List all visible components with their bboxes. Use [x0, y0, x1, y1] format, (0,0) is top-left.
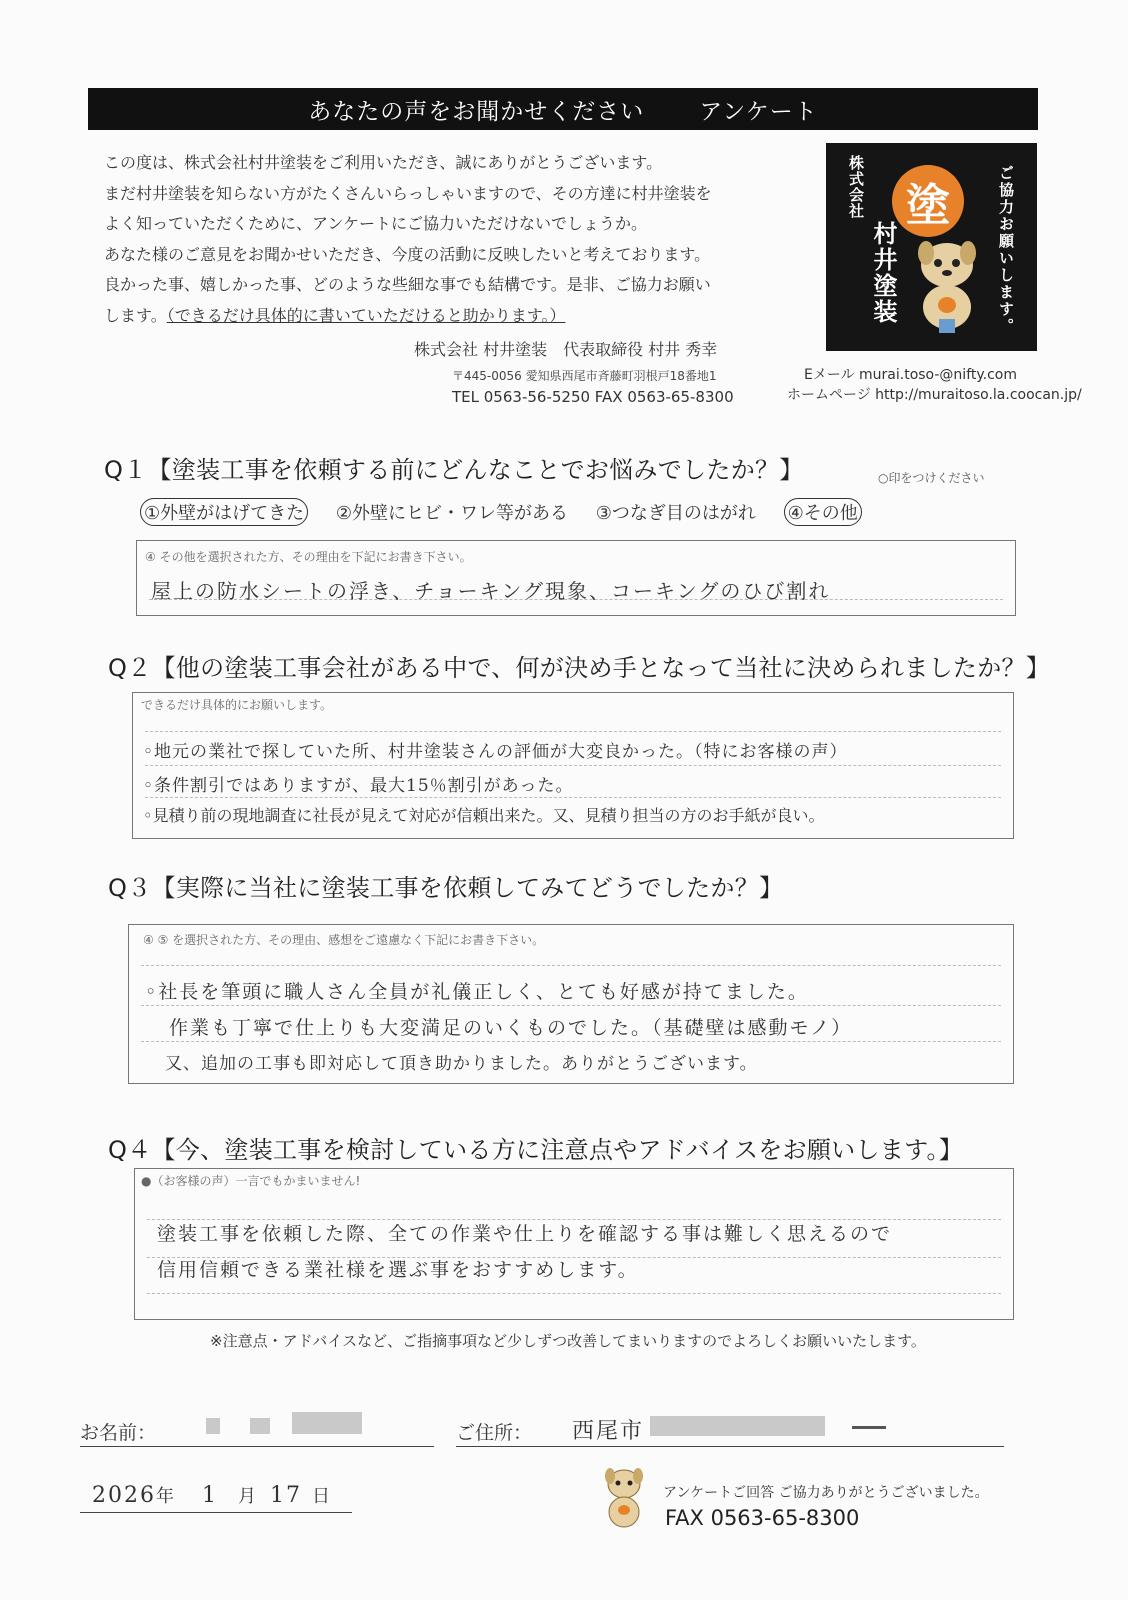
address-label: ご住所： [456, 1422, 533, 1444]
q4-answer-line: 信用信頼できる業社様を選ぶ事をおすすめします。 [157, 1259, 639, 1281]
q4-box-note: ●（お客様の声）一言でもかまいません! [141, 1174, 361, 1188]
q3-answer-box [128, 924, 1014, 1084]
logo-company-small: 株式会社 [847, 155, 865, 219]
q3-box-note: ④ ⑤ を選択された方、その理由、感想をご遠慮なく下記にお書き下さい。 [143, 933, 545, 947]
footnote: ※注意点・アドバイスなど、ご指摘事項など少しずつ改善してまいりますのでよろしくお願いいたします。 [210, 1332, 926, 1350]
q1-option-4[interactable]: ④その他 [784, 498, 862, 526]
ruled-line [145, 765, 1001, 766]
address-underline [456, 1446, 1004, 1447]
ruled-line [141, 965, 1001, 966]
date-year: 2026 [92, 1483, 156, 1508]
address-handwritten: 西尾市 [572, 1419, 645, 1444]
day-unit: 日 [312, 1486, 330, 1507]
q2-title: Q２【他の塗装工事会社がある中で、何が決め手となって当社に決められましたか？】 [108, 654, 1051, 682]
q1-option-1[interactable]: ①外壁がはげてきた [140, 498, 308, 526]
q1-title: Q１【塗装工事を依頼する前にどんなことでお悩みでしたか？】 [104, 456, 804, 484]
intro-text [104, 148, 804, 331]
closing-thanks: アンケートご回答 ご協力ありがとうございました。 [663, 1485, 989, 1501]
intro-line: まだ村井塗装を知らない方がたくさんいらっしゃいますので、その方達に村井塗装を [104, 183, 712, 203]
intro-line: よく知っていただくために、アンケートにご協力いただけないでしょうか。 [104, 214, 648, 233]
q2-answer-line: ◦見積り前の現地調査に社長が見えて対応が信頼出来た。又、見積り担当の方のお手紙が良い。 [143, 806, 825, 825]
q1-options [140, 498, 884, 526]
date-field [92, 1482, 330, 1508]
month-unit: 月 [238, 1486, 256, 1507]
ruled-line [145, 731, 1001, 732]
company-email: Eメール murai.toso-@nifty.com [804, 367, 1018, 383]
closing-fax: FAX 0563-65-8300 [665, 1506, 860, 1530]
q1-note: ○印をつけください [878, 471, 985, 485]
date-day: 17 [270, 1483, 302, 1508]
page-title: あなたの声をお聞かせください [308, 98, 645, 125]
year-unit: 年 [156, 1486, 174, 1507]
mascot-icon [912, 235, 982, 335]
signer: 株式会社 村井塗装 代表取締役 村井 秀幸 [414, 340, 718, 359]
redacted-address [650, 1416, 825, 1436]
q1-answer-box [136, 540, 1016, 616]
q4-title: Q４【今、塗装工事を検討している方に注意点やアドバイスをお願いします。】 [108, 1136, 964, 1164]
q4-answer-line: 塗装工事を依頼した際、全ての作業や仕上りを確認する事は難しく思えるので [157, 1223, 893, 1245]
ruled-line [141, 1041, 1001, 1042]
q1-box-note: ④ その他を選択された方、その理由を下記にお書き下さい。 [145, 550, 472, 564]
redacted-name [292, 1412, 362, 1434]
name-label: お名前： [80, 1422, 157, 1444]
q1-handwritten-answer: 屋上の防水シートの浮き、チョーキング現象、コーキングのひび割れ [151, 579, 831, 603]
intro-line: この度は、株式会社村井塗装をご利用いただき、誠にありがとうございます。 [104, 153, 663, 172]
q1-option-2[interactable]: ②外壁にヒビ・ワレ等がある [335, 503, 569, 524]
q3-answer-line: 作業も丁寧で仕上りも大変満足のいくものでした。（基礎壁は感動モノ） [169, 1017, 853, 1039]
redacted-name [250, 1418, 270, 1434]
q1-option-3[interactable]: ③つなぎ目のはがれ [595, 503, 756, 524]
logo-slogan: ご協力お願いします。 [997, 165, 1015, 335]
date-month: 1 [202, 1483, 218, 1508]
company-tel-fax: TEL 0563-56-5250 FAX 0563-65-8300 [452, 388, 734, 406]
ruled-line [147, 1293, 1001, 1294]
company-address: 〒445-0056 愛知県西尾市斉藤町羽根戸18番地1 [452, 369, 717, 383]
q3-title: Q３【実際に当社に塗装工事を依頼してみてどうでしたか？】 [108, 874, 784, 902]
redacted-name [206, 1418, 220, 1434]
name-underline [80, 1446, 434, 1447]
page-subtitle: アンケート [699, 98, 818, 125]
ruled-line [145, 797, 1001, 798]
company-homepage: ホームページ http://muraitoso.la.coocan.jp/ [787, 387, 1082, 403]
ruled-line [141, 1005, 1001, 1006]
q2-box-note: できるだけ具体的にお願いします。 [141, 698, 333, 712]
header-bar [88, 88, 1038, 130]
q2-answer-line: ◦地元の業社で探していた所、村井塗装さんの評価が大変良かった。（特にお客様の声） [143, 742, 848, 762]
q2-answer-line: ◦条件割引ではありますが、最大15％割引があった。 [143, 776, 574, 796]
logo-company-name: 村井塗装 [869, 221, 897, 325]
company-logo [826, 143, 1037, 351]
intro-line-last [104, 301, 804, 332]
q4-answer-box [134, 1168, 1014, 1320]
intro-line: 良かった事、嬉しかった事、どのような些細な事でも結構です。是非、ご協力お願い [104, 275, 711, 294]
intro-line-start: します。 [104, 305, 167, 325]
q3-answer-line: ◦社長を筆頭に職人さん全員が礼儀正しく、とても好感が持てました。 [145, 981, 809, 1003]
q3-answer-line: 又、追加の工事も即対応して頂き助かりました。ありがとうございます。 [165, 1054, 758, 1074]
intro-underlined: （できるだけ具体的に書いていただけると助かります。） [166, 305, 566, 325]
logo-kanji: 塗 [906, 180, 950, 231]
q2-answer-box [132, 692, 1014, 839]
logo-kanji-badge [892, 165, 964, 237]
intro-line: あなた様のご意見をお聞かせいただき、今度の活動に反映したいと考えております。 [104, 244, 711, 264]
date-underline [80, 1512, 352, 1513]
mascot-icon [600, 1466, 648, 1530]
address-dash [852, 1426, 886, 1429]
